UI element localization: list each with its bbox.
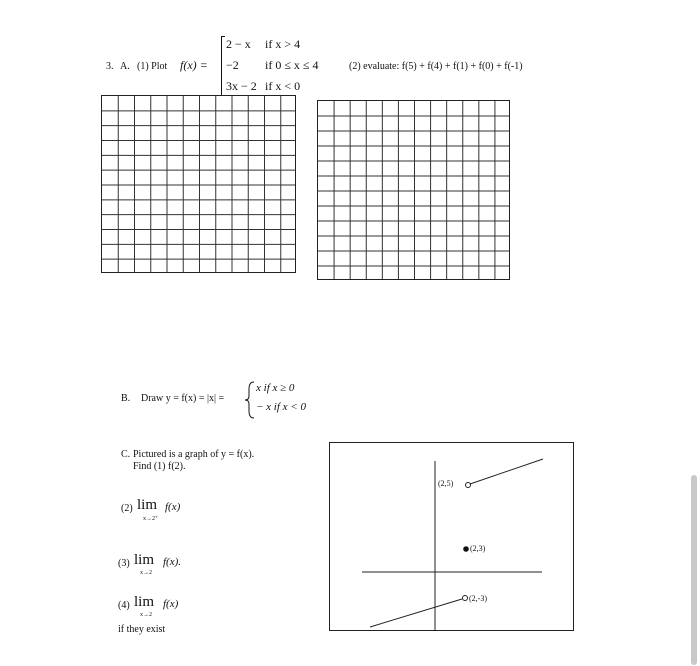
label-2-neg3: (2,-3) — [469, 594, 487, 603]
limit-2-lim: lim — [137, 497, 158, 513]
limit-2-function: f(x) — [165, 501, 181, 513]
part-a2-evaluate: (2) evaluate: f(5) + f(4) + f(1) + f(0) + f(-1) — [349, 61, 523, 72]
abs-case-2: − x if x < 0 — [256, 401, 306, 413]
part-c-line2: Find (1) f(2). — [133, 461, 186, 472]
scrollbar-thumb[interactable] — [691, 475, 697, 665]
limit-4-function: f(x) — [163, 598, 179, 610]
lower-branch-line — [370, 599, 462, 627]
graph-svg — [330, 443, 573, 630]
piecewise-case-2-expr: −2 — [226, 58, 239, 72]
abs-case-1: x if x ≥ 0 — [256, 382, 295, 394]
problem-number: 3. — [106, 61, 114, 72]
part-b-text: Draw y = f(x) = |x| = — [141, 393, 225, 404]
piecewise-case-1-expr: 2 − x — [226, 37, 251, 51]
limit-3-lim: lim — [134, 552, 155, 568]
label-2-5: (2,5) — [438, 479, 454, 488]
graph-frame — [329, 442, 574, 631]
limit-4-subscript: x→2 — [140, 612, 152, 618]
piecewise-case-3-expr: 3x − 2 — [226, 79, 257, 93]
limit-4-lim: lim — [134, 594, 155, 610]
limit-3-subscript: x→2 — [140, 570, 152, 576]
part-a1-label: (1) Plot — [137, 61, 168, 72]
part-c-line1: Pictured is a graph of y = f(x). — [133, 449, 255, 460]
upper-branch-line — [470, 459, 543, 484]
function-definition: f(x) = — [180, 58, 208, 72]
piecewise-case-2-cond: if 0 ≤ x ≤ 4 — [265, 58, 319, 72]
filled-point-2-3 — [463, 546, 469, 552]
piecewise-brace — [221, 36, 225, 96]
plot-grid-left — [101, 95, 296, 273]
abs-brace — [244, 381, 256, 419]
limit-4-number: (4) — [118, 600, 130, 611]
limit-2-subscript: x→2⁺ — [143, 516, 159, 522]
limit-3-number: (3) — [118, 558, 130, 569]
piecewise-case-3-cond: if x < 0 — [265, 79, 301, 93]
piecewise-case-1-cond: if x > 4 — [265, 37, 301, 51]
plot-grid-right — [317, 100, 510, 280]
open-point-2-neg3 — [463, 596, 468, 601]
limits-footer: if they exist — [118, 624, 166, 635]
part-b-label: B. — [121, 393, 131, 404]
label-2-3: (2,3) — [470, 544, 486, 553]
limit-3-function: f(x). — [163, 556, 182, 568]
part-a-label: A. — [120, 61, 130, 72]
open-point-2-5 — [466, 483, 471, 488]
part-c-label: C. — [121, 449, 131, 460]
limit-2-number: (2) — [121, 503, 133, 514]
